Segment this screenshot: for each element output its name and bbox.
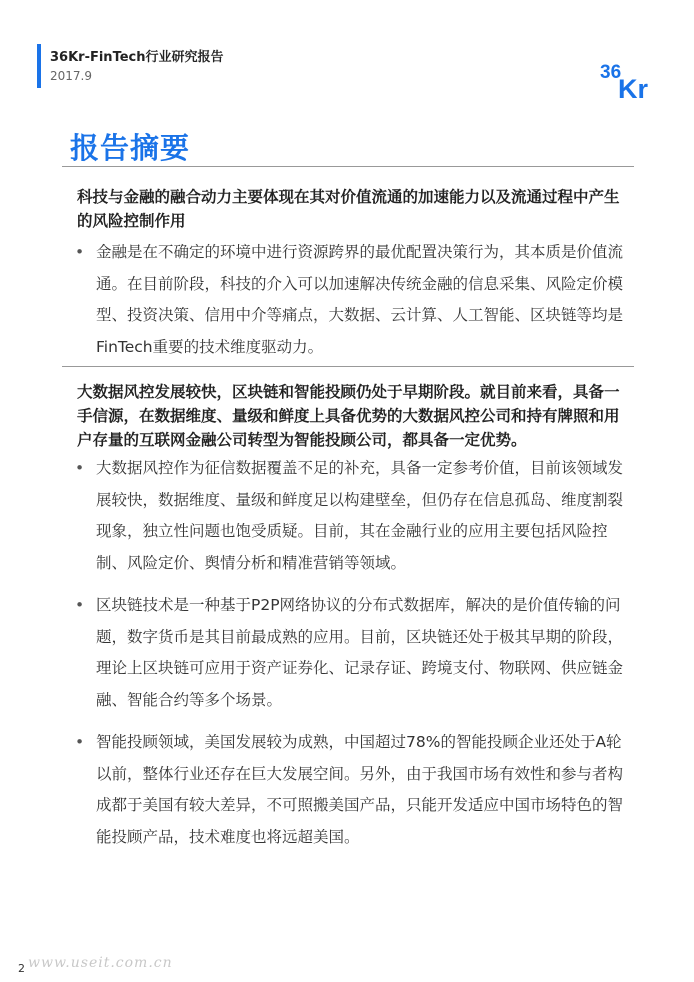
- list-item: [75, 590, 625, 716]
- page-title: 报告摘要: [70, 131, 191, 165]
- page-number: 2: [18, 962, 25, 975]
- list-item: [75, 237, 625, 363]
- section1-lead: 科技与金融的融合动力主要体现在其对价值流通的加速能力以及流通过程中产生的风险控制作用: [77, 188, 620, 230]
- section1-bullet-list: [75, 237, 625, 374]
- watermark: www.useit.com.cn: [28, 955, 173, 971]
- bullet-icon: •: [75, 733, 85, 751]
- logo-text-kr: Kr: [618, 74, 649, 100]
- bullet-text: 区块链技术是一种基于P2P网络协议的分布式数据库，解决的是价值传输的问题，数字货币是其目前最成熟的应用。目前，区块链还处于极其早期的阶段，理论上区块链可应用于资产证券化、记录存证、跨境支付、物联网、供应链金融、智能合约等多个场景。: [96, 596, 624, 709]
- list-item: [75, 453, 625, 579]
- bullet-icon: •: [75, 459, 85, 477]
- header-accent-bar: [37, 44, 41, 88]
- bullet-text: 大数据风控作为征信数据覆盖不足的补充，具备一定参考价值，目前该领域发展较快，数据维度、量级和鲜度足以构建壁垒，但仍存在信息孤岛、维度割裂现象，独立性问题也饱受质疑。目前，其在金融行业的应用主要包括风险控制、风险定价、舆情分析和精准营销等领域。: [96, 459, 624, 572]
- section2-bullet-list: [75, 453, 625, 864]
- logo-text-36: 36: [600, 62, 622, 83]
- bullet-icon: •: [75, 596, 85, 614]
- 36kr-logo-icon: [598, 56, 658, 100]
- report-title: 36Kr-FinTech行业研究报告: [50, 50, 224, 65]
- bullet-text: 金融是在不确定的环境中进行资源跨界的最优配置决策行为，其本质是价值流通。在目前阶段，科技的介入可以加速解决传统金融的信息采集、风险定价模型、投资决策、信用中介等痛点，大数据、云计算、人工智能、区块链等均是FinTech重要的技术维度驱动力。: [96, 243, 624, 356]
- section-divider: [62, 366, 634, 367]
- section2-lead: 大数据风控发展较快，区块链和智能投顾仍处于早期阶段。就目前来看，具备一手信源，在数据维度、量级和鲜度上具备优势的大数据风控公司和持有牌照和用户存量的互联网金融公司转型为智能投顾公司，都具备一定优势。: [77, 383, 620, 449]
- bullet-icon: •: [75, 243, 85, 261]
- list-item: [75, 727, 625, 853]
- report-date: 2017.9: [50, 69, 92, 83]
- title-divider: [62, 166, 634, 167]
- bullet-text: 智能投顾领域，美国发展较为成熟，中国超过78%的智能投顾企业还处于A轮以前，整体行业还存在巨大发展空间。另外，由于我国市场有效性和参与者构成都于美国有较大差异，不可照搬美国产品，只能开发适应中国市场特色的智能投顾产品，技术难度也将远超美国。: [96, 733, 624, 846]
